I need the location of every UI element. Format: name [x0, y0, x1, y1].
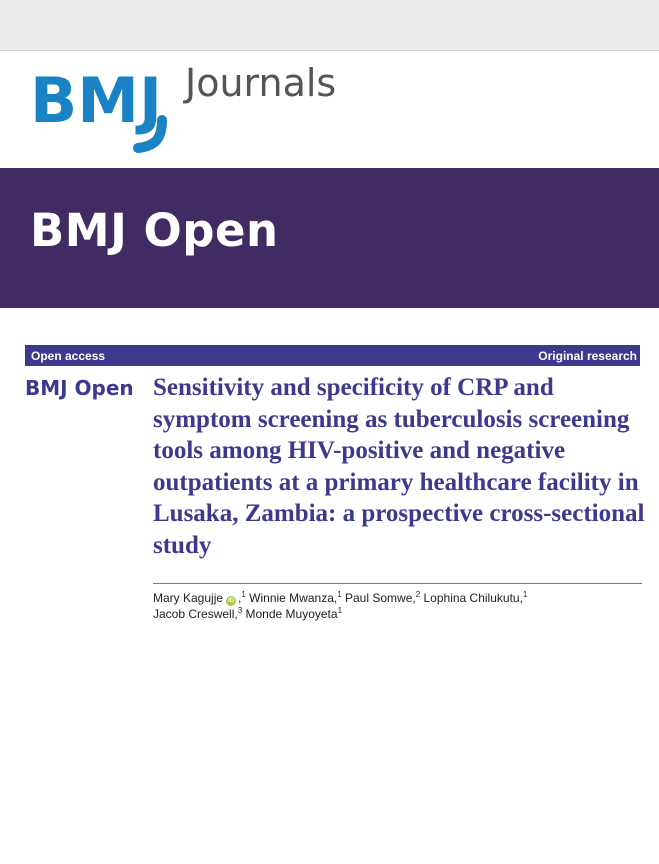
journal-banner	[0, 168, 659, 308]
bmj-logo-graphic	[30, 62, 350, 158]
author-name[interactable]: Mary Kagujje	[153, 591, 224, 605]
author-list: Mary Kagujje iD ,$^1$ Winnie Mwanza,$^1$ Paul Somwe,$^2$ Lophina Chilukutu,$^1$ Jacob Creswell,$^3$ Monde Muyoyeta$^1$	[153, 590, 528, 621]
author-affiliation: 1	[522, 590, 528, 599]
author-affiliation: 1	[241, 590, 246, 599]
article-title: Sensitivity and specificity of CRP and symptom screening as tuberculosis screening tools among HIV-positive and negative outpatients at a primary healthcare facility in Lusaka, Zambia: a prospective cross-sectional study	[153, 374, 645, 559]
author-name[interactable]: Jacob Creswell,	[153, 607, 238, 621]
author-name[interactable]: Paul Somwe,	[345, 591, 416, 605]
orcid-icon[interactable]: iD	[228, 598, 235, 604]
logo-brand-text: BMJ	[30, 64, 163, 137]
journal-label: BMJ Open	[25, 376, 134, 400]
author-affiliation: 3	[237, 606, 243, 615]
author-name[interactable]: Winnie Mwanza,	[249, 591, 338, 605]
article-type-label: Original research	[538, 349, 637, 363]
author-affiliation: 2	[415, 590, 421, 599]
title-divider	[153, 583, 642, 584]
browser-top-strip	[0, 0, 659, 51]
access-bar	[25, 345, 640, 366]
author-name[interactable]: Lophina Chilukutu,	[423, 591, 523, 605]
author-affiliation: 1	[337, 606, 343, 615]
logo-suffix-text: Journals	[185, 62, 337, 105]
author-name[interactable]: Monde Muyoyeta	[245, 607, 338, 621]
bmj-journals-logo[interactable]	[30, 62, 350, 158]
open-access-label: Open access	[31, 349, 106, 363]
banner-title: BMJ Open	[30, 204, 279, 257]
author-affiliation: 1	[337, 590, 342, 599]
